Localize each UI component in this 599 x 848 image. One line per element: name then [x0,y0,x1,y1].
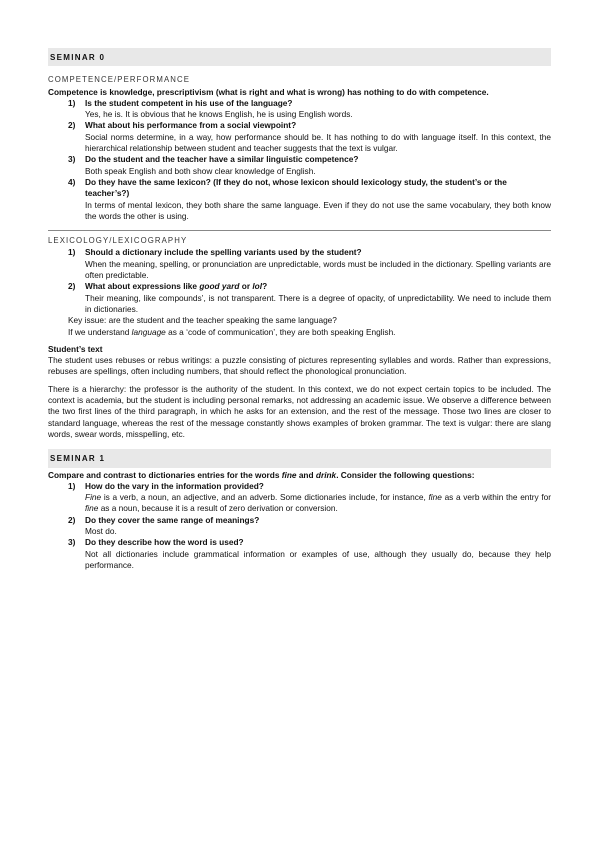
students-text-paragraph-1: The student uses rebuses or rebus writings: a puzzle consisting of pictures representing syllables and words. Rather than expressions, rebuses are spellings, often including numbers, that should reflect the phonological pronunciation. [48,355,551,377]
lex-question-2: 2) What about expressions like good yard or lol? [68,281,268,292]
s1-answer-3: Not all dictionaries include grammatical information or examples of use, although they usually do, because they help performance. [85,548,551,570]
s1-answer-2: Most do. [85,525,117,536]
seminar-0-heading: SEMINAR 0 [48,48,551,66]
key-issue: Key issue: are the student and the teacher speaking the same language? [68,315,337,326]
students-text-paragraph-2: There is a hierarchy: the professor is the authority of the student. In this context, we do not expect certain topics to be included. The context is academia, but the student is including personal remarks, not addressing an academic issue. We observe a difference between the two first lines of the third paragraph, in which he asks for an extension, and the rest of the message. Those two lines are closer to standard language, whereas the rest of the message constantly shows examples of broken grammar. The text is vulgar: there are slang words, swear words, misspelling, etc. [48,383,551,439]
section-divider [48,230,551,231]
answer-4: In terms of mental lexicon, they both share the same language. Even if they do not use the same vocabulary, they both know the words the other is using. [85,199,551,221]
seminar-1-heading: SEMINAR 1 [48,449,551,467]
answer-2: Social norms determine, in a way, how performance should be. It has nothing to do with language itself. In this context, the hierarchical relationship between student and teacher suggests that the text is vulgar. [85,131,551,154]
answer-3: Both speak English and both show clear knowledge of English. [85,165,316,176]
s1-question-1: 1) How do the vary in the information provided? [68,480,264,491]
answer-1: Yes, he is. It is obvious that he knows English, he is using English words. [85,109,353,120]
question-1: 1) Is the student competent in his use of the language? [68,97,293,108]
lex-question-1: 1) Should a dictionary include the spelling variants used by the student? [68,247,362,258]
s1-question-2: 2) Do they cover the same range of meanings? [68,514,260,525]
question-2: 2) What about his performance from a social viewpoint? [68,120,297,131]
question-4: 4) Do they have the same lexicon? (If they do not, whose lexicon should lexicology study, the student’s or the teacher’s?) [68,176,507,199]
question-3: 3) Do the student and the teacher have a similar linguistic competence? [68,154,359,165]
s1-answer-1: Fine is a verb, a noun, an adjective, and an adverb. Some dictionaries include, for instance, fine as a verb within the entry for fine as a noun, because it is a result of zero derivation or conversion. [85,492,551,514]
students-text-heading: Student’s text [48,343,103,354]
language-note: If we understand language as a ‘code of communication’, they are both speaking English. [68,326,396,337]
s1-question-3: 3) Do they describe how the word is used? [68,537,244,548]
lexicology-subheading: LEXICOLOGY/LEXICOGRAPHY [48,236,188,246]
competence-subheading: COMPETENCE/PERFORMANCE [48,75,191,85]
intro-paragraph: Competence is knowledge, prescriptivism (what is right and what is wrong) has nothing to do with competence. [48,86,489,97]
lex-answer-1: When the meaning, spelling, or pronunciation are unpredictable, words must be included in the dictionary. Spelling variants are often predictable. [85,258,551,281]
seminar-1-intro: Compare and contrast to dictionaries entries for the words fine and drink. Consider the following questions: [48,469,475,480]
lex-answer-2: Their meaning, like compounds’, is not transparent. There is a degree of opacity, of unpredictability. We need to include them in dictionaries. [85,292,551,314]
